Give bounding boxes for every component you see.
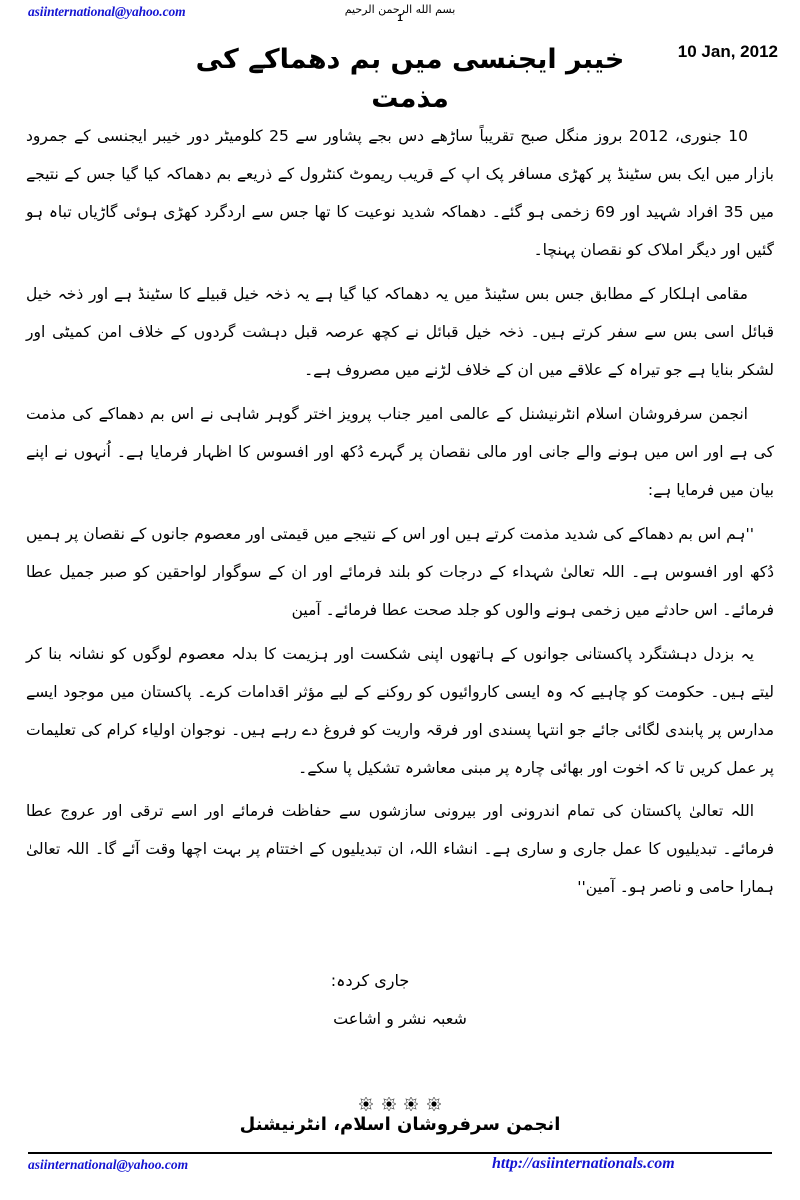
footer-website-url[interactable]: http://asiinternationals.com	[492, 1155, 675, 1172]
title-row	[0, 38, 800, 115]
eight-point-star-icon	[404, 1097, 418, 1111]
footer-email-address[interactable]: asiinternational@yahoo.com	[28, 1157, 189, 1172]
quoted-statement-paragraph: یہ بزدل دہشتگرد پاکستانی جوانوں کے ہاتھوں اپنی شکست اور ہزیمت کا بدلہ معصوم لوگوں کو نشانہ بنا کر لیتے ہیں۔ حکومت کو چاہیے کہ وہ ایسی کاروائیوں کو روکنے کے لیے مؤثر اقدامات کرے۔ پاکستان میں موجود ایسے مدارس پر پابندی لگائی جائے جو انتہا پسندی اور فرقہ واریت کو فروغ دے رہے ہیں۔ نوجوان اولیاء کرام کی تعلیمات پر عمل کریں تا کہ اخوت اور بھائی چارہ پر مبنی معاشرہ تشکیل پا سکے۔	[26, 644, 774, 777]
bismillah-block	[0, 4, 800, 24]
body-paragraph: مقامی اہلکار کے مطابق جس بس سٹینڈ میں یہ دھماکہ کیا گیا ہے یہ ذخہ خیل قبیلے کا سٹینڈ ہے اور ذخہ خیل قبائل اسی بس سے سفر کرتے ہیں۔ ذخہ خیل قبائل نے کچھ عرصہ قبل دہشت گردوں کے خلاف امن کمیٹی اور لشکر بنایا ہے جو تیراہ کے علاقے میں ان کے خلاف لڑنے میں مصروف ہے۔	[26, 284, 774, 379]
eight-point-star-icon	[382, 1097, 396, 1111]
body-paragraph: انجمن سرفروشان اسلام انٹرنیشنل کے عالمی امیر جناب پرویز اختر گوہر شاہی نے اس بم دھماکے کی مذمت کی ہے اور اس میں ہونے والے جانی اور مالی نقصان پر گہرے دُکھ اور افسوس کا اظہار فرمایا ہے۔ اُنہوں نے اپنے بیان میں فرمایا ہے:	[26, 404, 774, 499]
page-number: 1	[397, 13, 403, 25]
page-title: خیبر ایجنسی میں بم دھماکے کی مذمت	[195, 44, 625, 115]
document-date: 10 Jan, 2012	[677, 42, 778, 61]
organization-name: انجمن سرفروشان اسلام، انٹرنیشنل	[239, 1114, 561, 1135]
footer-divider	[28, 1152, 772, 1154]
ornament-divider	[0, 1096, 800, 1112]
quoted-statement-paragraph: ''ہم اس بم دھماکے کی شدید مذمت کرتے ہیں اور اس کے نتیجے میں قیمتی اور معصوم جانوں کے نقصان پر ہمیں دُکھ اور افسوس ہے۔ اللہ تعالیٰ شہداء کے درجات کو بلند فرمائے اور ان کے سوگوار لواحقین کو صبر جمیل عطا فرمائے۔ اس حادثے میں زخمی ہونے والوں کو جلد صحت عطا فرمائے۔ آمین	[26, 524, 774, 619]
header-email-address[interactable]: asiinternational@yahoo.com	[28, 4, 186, 19]
document-body	[26, 118, 774, 913]
issuing-department: شعبہ نشر و اشاعت	[333, 1009, 467, 1029]
document-footer	[0, 1157, 800, 1181]
issued-by-label: جاری کردہ:	[330, 971, 410, 990]
eight-point-star-icon	[359, 1097, 373, 1111]
document-header	[0, 4, 800, 34]
quoted-statement-paragraph: اللہ تعالیٰ پاکستان کی تمام اندرونی اور بیرونی سازشوں سے حفاظت فرمائے اور اسے ترقی اور عروج عطا فرمائے۔ تبدیلیوں کا عمل جاری و ساری ہے۔ انشاء اللہ، ان تبدیلیوں کے اختتام پر بہت اچھا وقت آئے گا۔ اللہ تعالیٰ ہمارا حامی و ناصر ہو۔ آمین''	[26, 802, 774, 897]
signature-block	[0, 962, 800, 1039]
body-paragraph: 10 جنوری، 2012 بروز منگل صبح تقریباً ساڑھے دس بجے پشاور سے 25 کلومیٹر دور خیبر ایجنسی کے جمرود بازار میں ایک بس سٹینڈ پر کھڑی مسافر پک اپ کے قریب ریموٹ کنٹرول کے ذریعے بم دھماکہ کیا گیا جس کے نتیجے میں 35 افراد شہید اور 69 زخمی ہو گئے۔ دھماکہ شدید نوعیت کا تھا جس سے اردگرد کھڑی ہوئی گاڑیاں تباہ ہو گئیں اور دیگر املاک کو نقصان پہنچا۔	[26, 127, 774, 259]
eight-point-star-icon	[427, 1097, 441, 1111]
bismillah-text: بسم الله الرحمن الرحيم	[344, 3, 456, 16]
